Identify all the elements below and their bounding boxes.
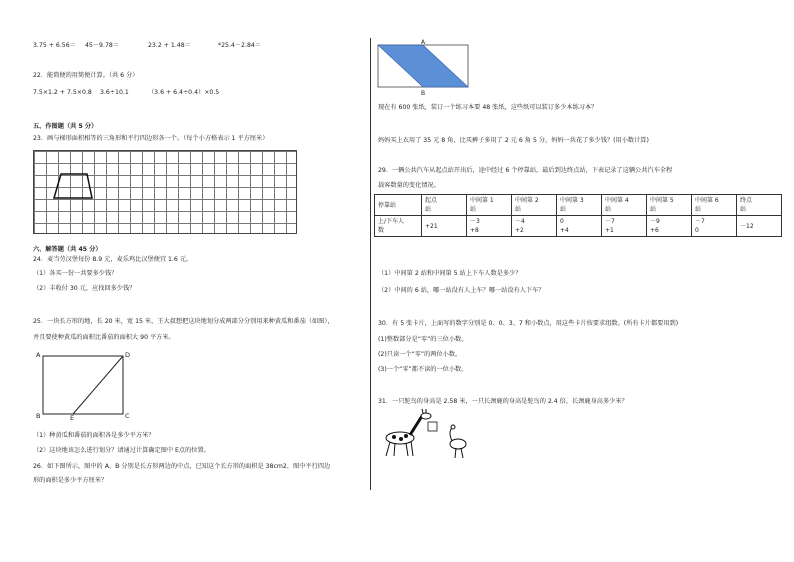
q24-sub: （1）各买一份一共要多少钱？: [33, 270, 118, 277]
table-cell: [422, 195, 467, 216]
q30-sub: (2)只读一个“零”的两位小数。: [378, 351, 462, 358]
calc-item: 45－9.78＝: [85, 42, 120, 49]
table-cell: [512, 195, 557, 216]
table-cell: [737, 195, 782, 216]
column-divider: [370, 38, 371, 490]
label-a: A: [36, 351, 41, 359]
question-29-cont: 载客数量的变化情况。: [378, 182, 440, 189]
cell-text: 0: [695, 227, 699, 234]
cell-text: +21: [425, 222, 438, 230]
calc-item: 3.75 + 6.56＝: [33, 42, 76, 49]
cell-text: +8: [470, 227, 479, 234]
calc-item: *25.4－2.84＝: [218, 42, 262, 49]
question-26-cont: 形的面积是多少平方厘米？: [33, 477, 108, 484]
table-cell: [692, 216, 737, 237]
table-cell: [512, 216, 557, 237]
cell-text: －12: [740, 222, 754, 230]
section-5-title: 五、作图题（共 5 分）: [33, 123, 98, 130]
speech-box: [428, 422, 437, 431]
cell-text: 站: [560, 206, 567, 213]
cell-text: 站: [740, 206, 747, 213]
cell-text: 中间第 3: [560, 197, 584, 204]
table-cell: [692, 195, 737, 216]
cell-text: 中间第 4: [605, 197, 629, 204]
table-header-row: [375, 195, 782, 216]
table-cell: [557, 216, 602, 237]
table-cell: [422, 216, 467, 237]
q29-sub: （1）中间第 2 站和中间第 5 站上下车人数是多少？: [378, 270, 522, 277]
q30-sub: (3)一个“零”都不读的一位小数。: [378, 366, 468, 373]
q22-item: 7.5×1.2 + 7.5×0.8: [33, 89, 92, 96]
question-30: 30．有 5 张卡片，上面写的数字分别是 0、0、3、7 和小数点，用这些卡片按要求组数。(所有卡片都要用到): [378, 320, 679, 327]
cell-text: 站: [605, 206, 612, 213]
cell-text: +1: [605, 227, 614, 234]
q22-item: （3.6 + 6.4÷0.4）×0.5: [148, 89, 220, 96]
question-26: 26．如下图所示，图中的 A、B 分别是长方形两边的中点，已知这个长方形的面积是 38cm2，图中平行四边: [33, 463, 331, 470]
question-31: 31．一只鸵鸟的身高是 2.58 米，一只长颈鹿的身高是鸵鸟的 2.4 倍，长颈鹿身高多少米？: [378, 398, 628, 405]
q22-item: 3.6÷10.1: [100, 89, 129, 96]
label-c: C: [125, 412, 130, 420]
rectangle-figure: [33, 348, 133, 420]
cell-text: 站: [470, 206, 477, 213]
cell-text: 上/下车人: [378, 218, 405, 225]
question-25: 25．一块长方形的地，长 20 米，宽 15 米，王大叔想把这块地划分成两部分分别用来种黄瓜和番茄（如图），: [33, 318, 334, 325]
label-b: B: [36, 412, 41, 420]
question-22-title: 22．能简便的用简便计算。（共 6 分）: [33, 72, 139, 79]
q24-sub: （2）丰收付 30 元，应找回多少钱？: [33, 285, 136, 292]
cell-text: +2: [515, 227, 524, 234]
cell-text: 站: [650, 206, 657, 213]
table-cell: [647, 216, 692, 237]
q30-sub: (1)整数部分是“零”的三位小数。: [378, 336, 468, 343]
trapezoid-figure: [33, 150, 297, 234]
table-cell: [602, 195, 647, 216]
cell-text: 中间第 2: [515, 197, 539, 204]
q25-sub: （1）种黄瓜和番茄的面积各是多少平方米？: [33, 432, 155, 439]
question-buy: 妈妈买上衣用了 35 元 8 角，比买裤子多用了 2 元 6 角 5 分，妈妈一共花了多少钱？(用小数计算): [378, 137, 649, 144]
question-29: 29．一辆公共汽车从起点站开出后，途中经过 6 个停靠站，最后到达终点站，下表记录了这辆公共汽车全程: [378, 167, 673, 174]
table-cell: [737, 216, 782, 237]
q29-sub: （2）中间的 6 站，哪一站没有人上车？哪一站没有人下车？: [378, 287, 545, 294]
parallelogram-figure: [376, 38, 470, 96]
cell-text: +6: [650, 227, 659, 234]
section-6-title: 六、解答题（共 45 分）: [33, 246, 102, 253]
cell-text: －9: [650, 218, 660, 225]
cell-text: 0: [560, 218, 564, 225]
label-a: A: [421, 39, 426, 46]
table-cell: [467, 195, 512, 216]
table-cell: [647, 195, 692, 216]
table-cell: [557, 195, 602, 216]
table-row: [375, 216, 782, 237]
bus-stop-table: [374, 194, 782, 237]
label-b: B: [421, 90, 426, 96]
q25-sub: （2）这块地该怎么进行划分？请通过计算确定图中 E点的位置。: [33, 447, 210, 454]
cell-text: 站: [425, 206, 432, 213]
cell-text: 数: [378, 227, 385, 234]
label-d: D: [125, 351, 131, 359]
cell-text: 中间第 5: [650, 197, 674, 204]
table-cell: [375, 216, 422, 237]
cell-text: 终点: [740, 197, 753, 204]
question-book: 现在有 600 张纸，装订一个练习本要 48 张纸，这些纸可以装订多少本练习本？: [378, 104, 598, 111]
cell-text: －7: [695, 218, 705, 225]
cell-text: +4: [560, 227, 569, 234]
label-e: E: [70, 414, 75, 420]
table-cell: [602, 216, 647, 237]
question-25-cont: 并且要使种黄瓜的面积比番茄的面积大 90 平方米。: [33, 334, 175, 341]
cell-text: －3: [470, 218, 480, 225]
cell-text: 起点: [425, 197, 438, 204]
cell-text: 站: [695, 206, 702, 213]
cell-text: 中间第 6: [695, 197, 719, 204]
question-23: 23．画与梯形面积相等的三角形和平行四边形各一个。（每个小方格表示 1 平方厘米）: [33, 135, 269, 142]
table-cell: [467, 216, 512, 237]
cell-text: 站: [515, 206, 522, 213]
calc-item: 23.2 + 1.48＝: [148, 42, 191, 49]
giraffe-ostrich-illustration: [376, 408, 476, 460]
cell-text: －4: [515, 218, 525, 225]
cell-text: －7: [605, 218, 615, 225]
table-cell: 停靠站: [375, 195, 422, 216]
question-24: 24．麦当劳汉堡每份 8.9 元，麦乐鸡比汉堡便宜 1.6 元。: [33, 256, 193, 263]
giraffe-icon: [386, 409, 431, 456]
ostrich-icon: [450, 425, 466, 458]
cell-text: 中间第 1: [470, 197, 494, 204]
